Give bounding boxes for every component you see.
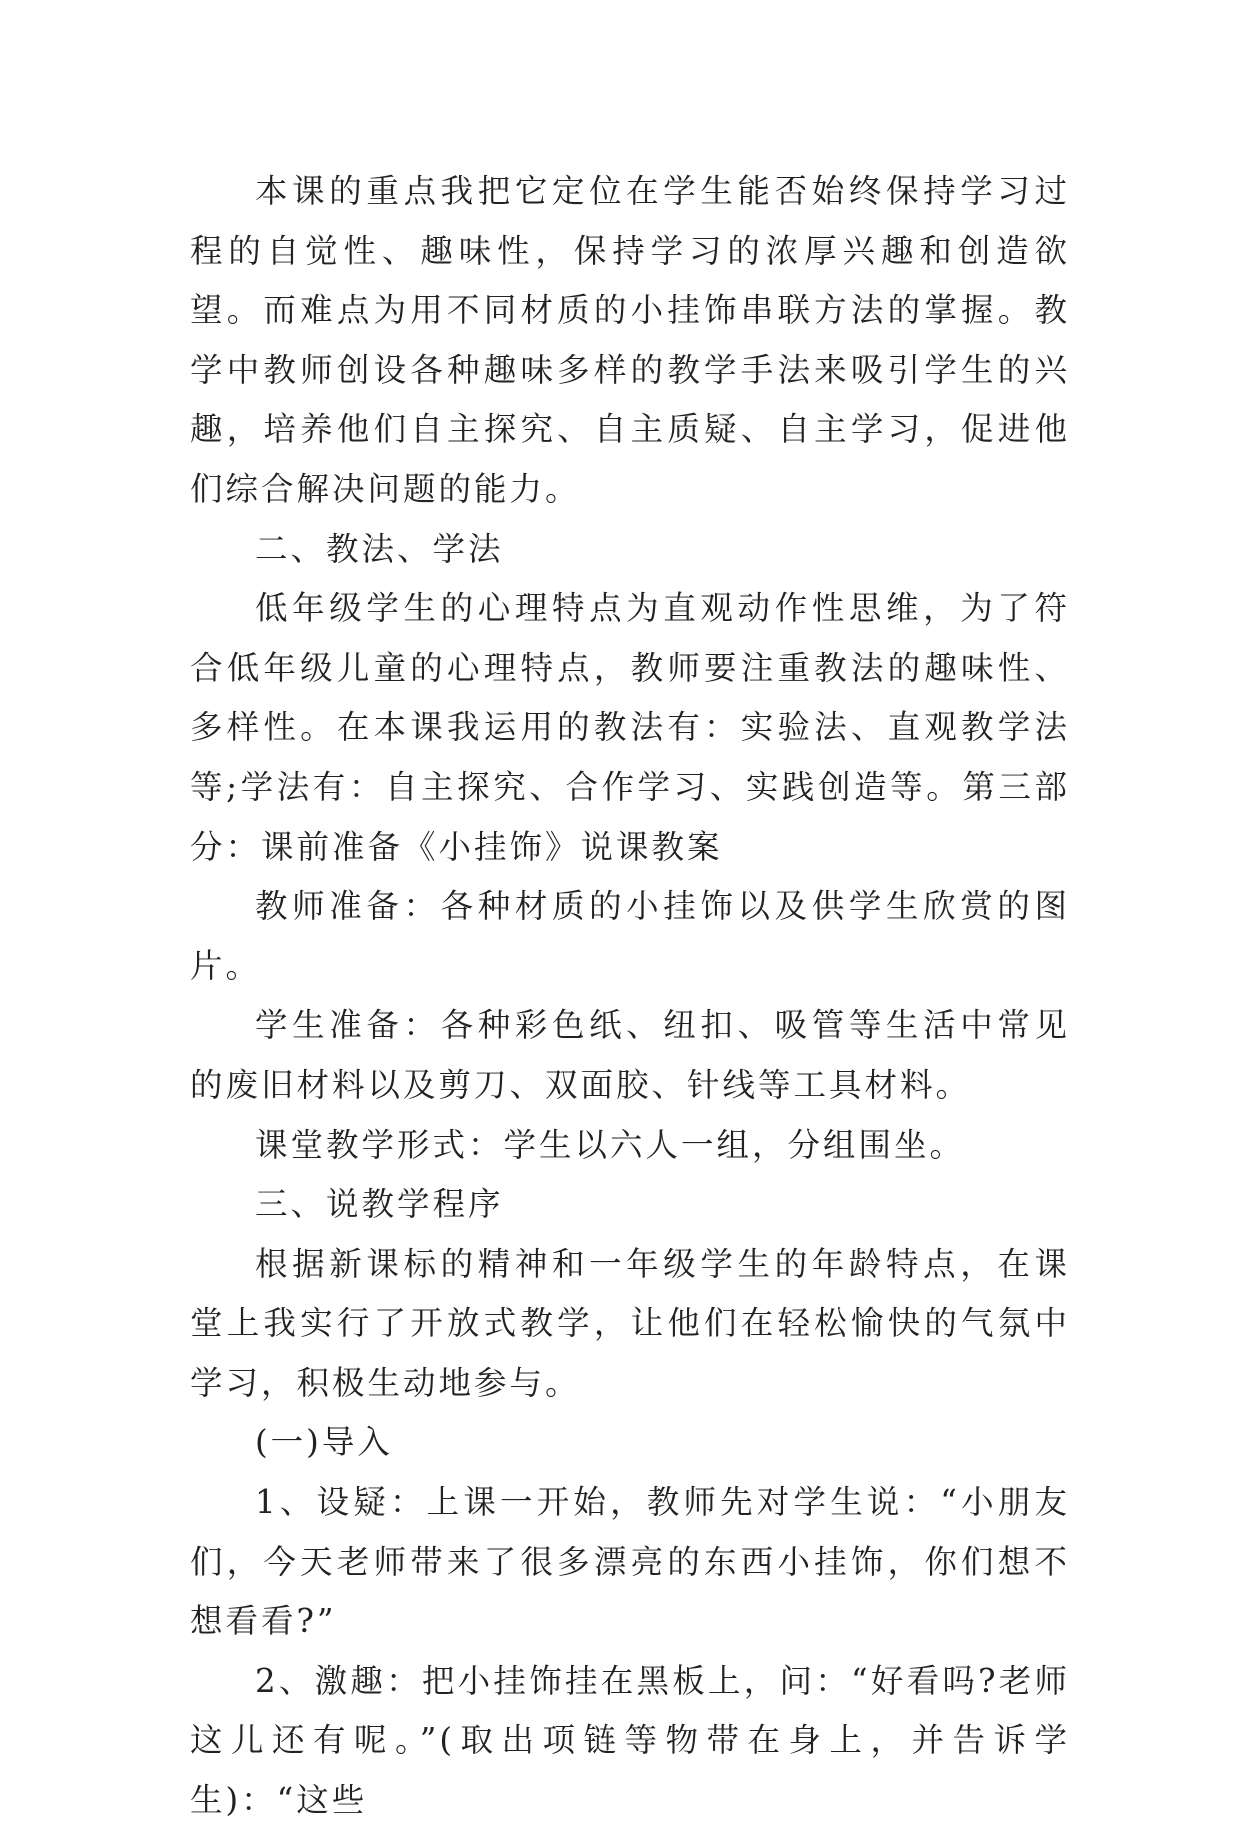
heading-introduction: (一)导入 <box>255 1423 393 1462</box>
heading-teaching-methods: 二、教法、学法 <box>255 529 504 568</box>
paragraph-class-format: 课堂教学形式：学生以六人一组，分组围坐。 <box>255 1125 966 1164</box>
paragraph-student-preparation: 学生准备：各种彩色纸、纽扣、吸管等生活中常见的废旧材料以及剪刀、双面胶、针线等工具材料。 <box>190 1006 1070 1104</box>
paragraph-key-points: 本课的重点我把它定位在学生能否始终保持学习过程的自觉性、趣味性，保持学习的浓厚兴趣和创造欲望。而难点为用不同材质的小挂饰串联方法的掌握。教学中教师创设各种趣味多样的教学手法来吸引学生的兴趣，培养他们自主探究、自主质疑、自主学习，促进他们综合解决问题的能力。 <box>190 172 1070 508</box>
paragraph-procedure-intro: 根据新课标的精神和一年级学生的年龄特点，在课堂上我实行了开放式教学，让他们在轻松愉快的气氛中学习，积极生动地参与。 <box>190 1244 1070 1402</box>
heading-teaching-procedure: 三、说教学程序 <box>255 1185 504 1224</box>
paragraph-teaching-methods: 低年级学生的心理特点为直观动作性思维，为了符合低年级儿童的心理特点，教师要注重教法的趣味性、多样性。在本课我运用的教法有：实验法、直观教学法等;学法有：自主探究、合作学习、实践创造等。第三部分：课前准备《小挂饰》说课教案 <box>190 589 1070 866</box>
paragraph-question: 1、设疑：上课一开始，教师先对学生说：“小朋友们，今天老师带来了很多漂亮的东西小挂饰，你们想不想看看?” <box>190 1483 1070 1641</box>
document-body <box>190 162 1070 1831</box>
paragraph-teacher-preparation: 教师准备：各种材质的小挂饰以及供学生欣赏的图片。 <box>190 887 1070 985</box>
paragraph-interest: 2、激趣：把小挂饰挂在黑板上，问：“好看吗?老师这儿还有呢。”(取出项链等物带在身上，并告诉学生)：“这些 <box>190 1661 1070 1820</box>
